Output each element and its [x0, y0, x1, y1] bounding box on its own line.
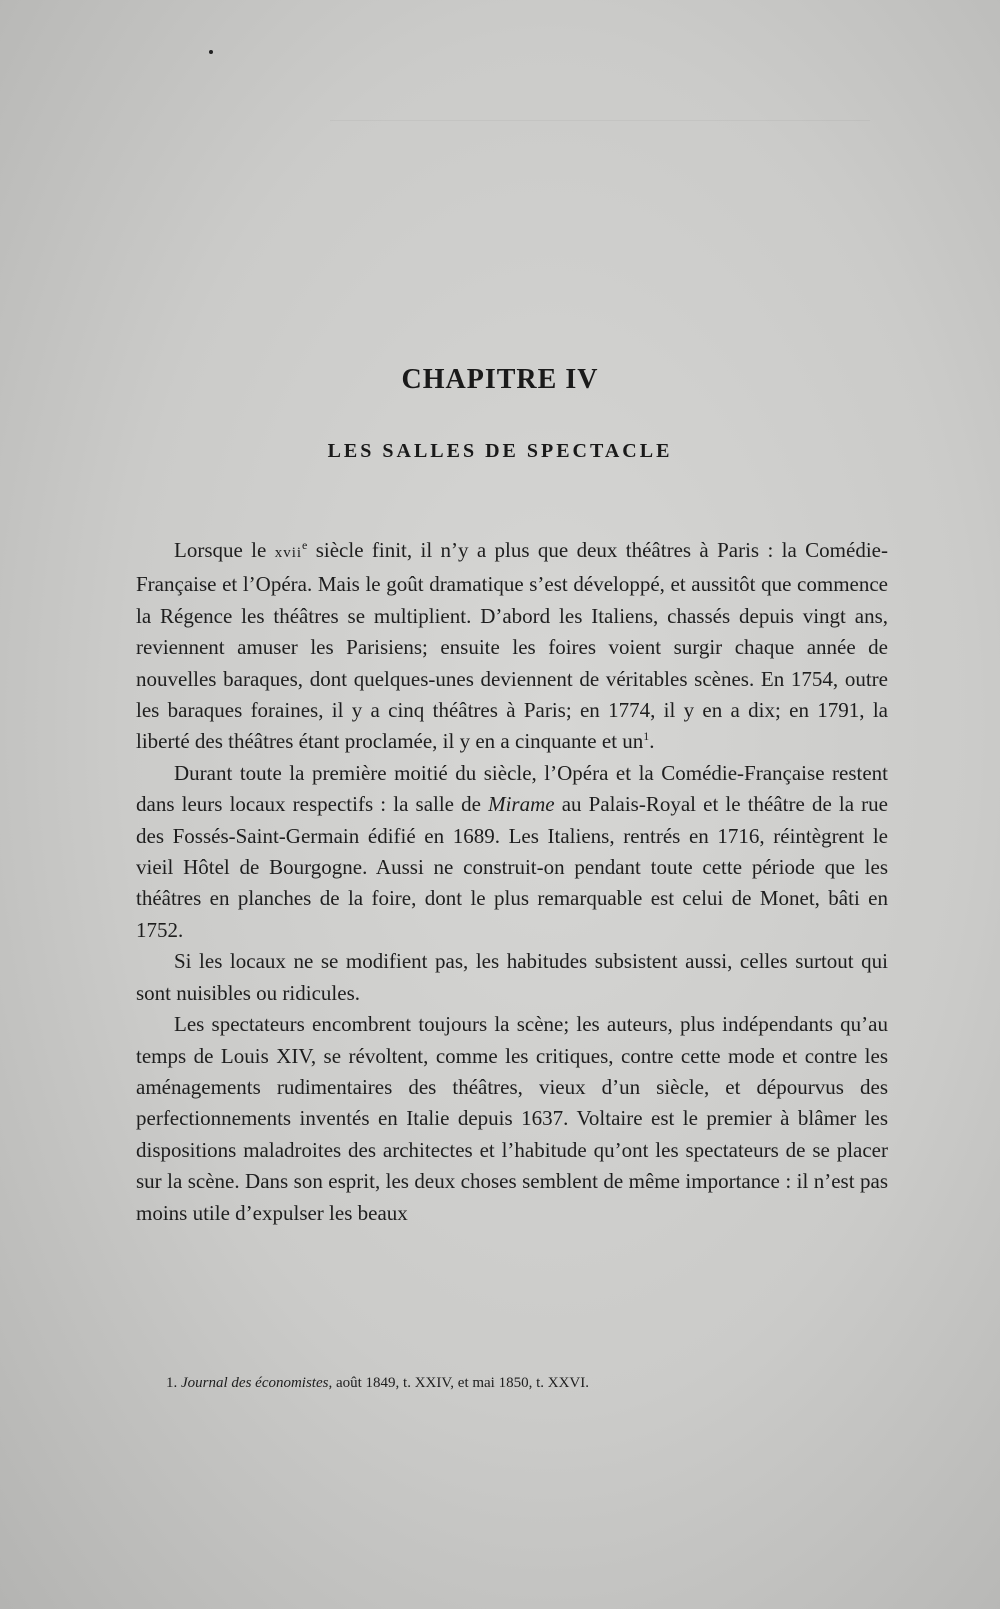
italic-title: Mirame: [488, 792, 555, 817]
paragraph-3: Si les locaux ne se modifient pas, les habitudes subsistent aussi, celles surtout qui sont nuisibles ou ridicules.: [136, 949, 888, 1005]
chapter-title: CHAPITRE IV: [401, 364, 599, 395]
footnote-number: 1.: [166, 1375, 178, 1391]
paragraph-2: [136, 758, 888, 946]
paragraph-1-text: siècle finit, il n’y a plus que deux théâtres à Paris : la Comédie-Française et l’Opéra. Mais le goût dramatique s’est développé, et aussitôt que commence la Régence les théâtres se multiplient. D’abord les Italiens, chassés depuis vingt ans, reviennent amuser les Parisiens; ensuite les foires voient surgir chaque année de nouvelles baraques, dont quelques-unes deviennent de véritables scènes. En 1754, outre les baraques foraines, il y a cinq théâtres à Paris; en 1774, il y en a dix; en 1791, la liberté des théâtres étant proclamée, il y en a cinquante et un: [136, 538, 888, 754]
paragraph-4: Les spectateurs encombrent toujours la scène; les auteurs, plus indépendants qu’au temps de Louis XIV, se révoltent, comme les critiques, contre cette mode et contre les aménagements rudimentaires des théâtres, vieux d’un siècle, et dépourvus des perfectionnements inventés en Italie depuis 1637. Voltaire est le premier à blâmer les dispositions maladroites des architectes et l’habitude qu’ont les spectateurs de se placer sur la scène. Dans son esprit, les deux choses semblent de même importance : il n’est pas moins utile d’expulser les beaux: [136, 1012, 888, 1225]
paragraph-1-start: Lorsque le: [174, 538, 275, 562]
century-numeral: xvii: [274, 545, 303, 561]
chapter-subtitle: LES SALLES DE SPECTACLE: [327, 440, 673, 462]
footnote-journal: Journal des économistes: [181, 1375, 329, 1391]
body-text: [136, 535, 888, 1229]
ink-speck: [209, 50, 213, 54]
footnote-ref: 1: [643, 729, 650, 744]
footnote: [166, 1375, 886, 1392]
paragraph-2-text: au Palais-Royal et le théâtre de la rue des Fossés-Saint-Germain édifié en 1689. Les Italiens, rentrés en 1716, réintègrent le vieil Hôtel de Bourgogne. Aussi ne construit-on pendant toute cette période que les théâtres en planches de la foire, dont le plus remarquable est celui de Monet, bâti en 1752.: [136, 792, 888, 942]
paragraph-2-start: Durant toute la première moitié du siècle, l’Opéra et la Comédie-Française restent dans leurs locaux respectifs : la salle de: [136, 760, 888, 817]
paragraph-1: [136, 535, 888, 758]
footnote-text: , août 1849, t. XXIV, et mai 1850, t. XXVI.: [328, 1375, 590, 1391]
bleed-through-shadow: [330, 120, 870, 137]
paragraph-1-end: .: [649, 729, 655, 754]
century-superscript: e: [302, 538, 308, 552]
